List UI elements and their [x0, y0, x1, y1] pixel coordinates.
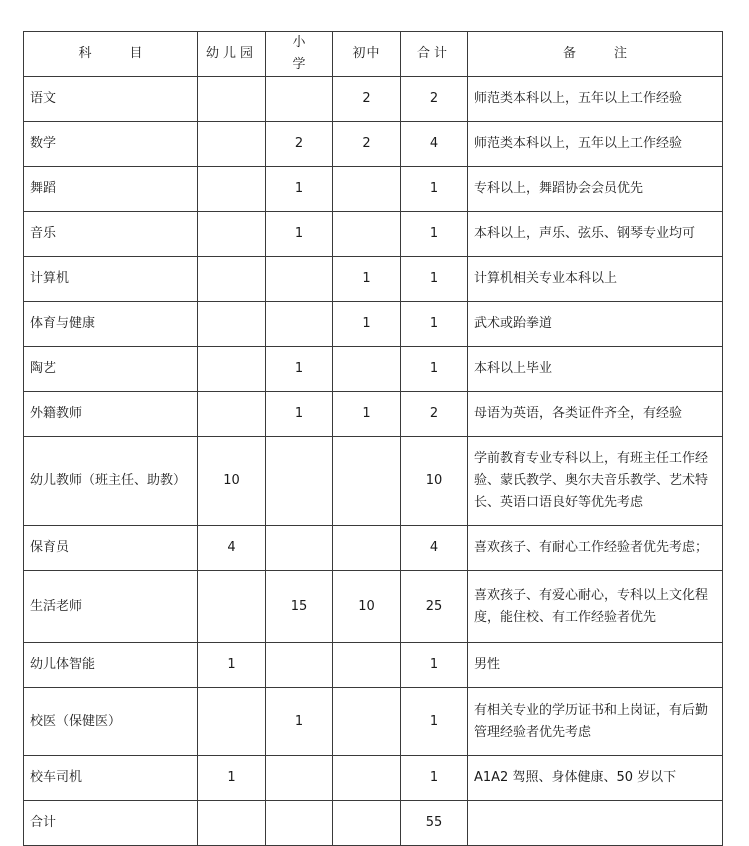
cell-subject: 幼儿体智能 [24, 643, 198, 688]
cell-primary: 1 [266, 392, 333, 437]
table-row [24, 437, 723, 526]
cell-notes: A1A2 驾照、身体健康、50 岁以下 [468, 756, 723, 801]
cell-subject: 保育员 [24, 526, 198, 571]
table-row [24, 571, 723, 643]
cell-total: 1 [401, 302, 468, 347]
cell-middle [333, 212, 401, 257]
cell-middle: 1 [333, 257, 401, 302]
cell-primary [266, 77, 333, 122]
cell-total: 1 [401, 643, 468, 688]
cell-kindergarten [198, 122, 266, 167]
cell-kindergarten: 4 [198, 526, 266, 571]
cell-kindergarten [198, 77, 266, 122]
cell-notes: 本科以上毕业 [468, 347, 723, 392]
cell-kindergarten: 1 [198, 643, 266, 688]
cell-subject: 幼儿教师（班主任、助教） [24, 437, 198, 526]
header-notes: 备注 [468, 32, 723, 77]
cell-primary: 1 [266, 688, 333, 756]
table-row [24, 302, 723, 347]
cell-primary [266, 643, 333, 688]
cell-middle [333, 167, 401, 212]
cell-subject: 数学 [24, 122, 198, 167]
cell-kindergarten [198, 212, 266, 257]
cell-primary [266, 756, 333, 801]
cell-total: 4 [401, 526, 468, 571]
header-row [24, 32, 723, 77]
cell-notes [468, 801, 723, 846]
cell-middle: 1 [333, 392, 401, 437]
cell-kindergarten: 1 [198, 756, 266, 801]
cell-middle [333, 643, 401, 688]
cell-subject: 舞蹈 [24, 167, 198, 212]
cell-kindergarten [198, 801, 266, 846]
staffing-table [23, 31, 723, 846]
cell-total: 1 [401, 347, 468, 392]
table-row [24, 77, 723, 122]
cell-notes: 师范类本科以上，五年以上工作经验 [468, 122, 723, 167]
cell-middle: 1 [333, 302, 401, 347]
cell-middle [333, 688, 401, 756]
cell-subject: 陶艺 [24, 347, 198, 392]
cell-notes: 计算机相关专业本科以上 [468, 257, 723, 302]
cell-kindergarten [198, 302, 266, 347]
cell-primary [266, 437, 333, 526]
cell-subject: 体育与健康 [24, 302, 198, 347]
cell-primary [266, 801, 333, 846]
cell-middle: 2 [333, 77, 401, 122]
cell-notes: 喜欢孩子、有爱心耐心，专科以上文化程度，能住校、有工作经验者优先 [468, 571, 723, 643]
cell-total: 1 [401, 212, 468, 257]
cell-kindergarten [198, 688, 266, 756]
header-primary: 小学 [266, 32, 333, 77]
header-middle: 初中 [333, 32, 401, 77]
table-row [24, 756, 723, 801]
table-row [24, 167, 723, 212]
cell-total: 2 [401, 77, 468, 122]
cell-middle: 2 [333, 122, 401, 167]
cell-primary [266, 257, 333, 302]
cell-notes: 男性 [468, 643, 723, 688]
cell-primary: 1 [266, 212, 333, 257]
table-row [24, 257, 723, 302]
cell-subject: 计算机 [24, 257, 198, 302]
cell-subject: 校医（保健医） [24, 688, 198, 756]
table-row [24, 212, 723, 257]
cell-kindergarten: 10 [198, 437, 266, 526]
table-row [24, 688, 723, 756]
table-row [24, 526, 723, 571]
cell-notes: 母语为英语，各类证件齐全，有经验 [468, 392, 723, 437]
cell-middle [333, 347, 401, 392]
cell-total: 55 [401, 801, 468, 846]
cell-notes: 专科以上，舞蹈协会会员优先 [468, 167, 723, 212]
header-kindergarten: 幼儿园 [198, 32, 266, 77]
cell-subject: 校车司机 [24, 756, 198, 801]
header-total: 合计 [401, 32, 468, 77]
cell-middle [333, 526, 401, 571]
cell-middle [333, 756, 401, 801]
total-row [24, 801, 723, 846]
cell-total: 1 [401, 688, 468, 756]
cell-subject: 合计 [24, 801, 198, 846]
table-row [24, 347, 723, 392]
cell-middle: 10 [333, 571, 401, 643]
header-subject: 科目 [24, 32, 198, 77]
cell-primary: 15 [266, 571, 333, 643]
cell-subject: 外籍教师 [24, 392, 198, 437]
cell-subject: 音乐 [24, 212, 198, 257]
cell-subject: 生活老师 [24, 571, 198, 643]
table-row [24, 392, 723, 437]
cell-total: 1 [401, 257, 468, 302]
cell-middle [333, 801, 401, 846]
cell-subject: 语文 [24, 77, 198, 122]
cell-primary: 1 [266, 347, 333, 392]
cell-total: 25 [401, 571, 468, 643]
cell-primary [266, 526, 333, 571]
cell-notes: 学前教育专业专科以上，有班主任工作经验、蒙氏教学、奥尔夫音乐教学、艺术特长、英语口语良好等优先考虑 [468, 437, 723, 526]
cell-notes: 本科以上，声乐、弦乐、钢琴专业均可 [468, 212, 723, 257]
cell-notes: 有相关专业的学历证书和上岗证，有后勤管理经验者优先考虑 [468, 688, 723, 756]
table-row [24, 122, 723, 167]
cell-total: 1 [401, 167, 468, 212]
cell-kindergarten [198, 347, 266, 392]
cell-total: 2 [401, 392, 468, 437]
cell-total: 1 [401, 756, 468, 801]
cell-middle [333, 437, 401, 526]
cell-kindergarten [198, 167, 266, 212]
cell-primary [266, 302, 333, 347]
cell-notes: 武术或跆拳道 [468, 302, 723, 347]
cell-total: 4 [401, 122, 468, 167]
cell-notes: 喜欢孩子、有耐心工作经验者优先考虑； [468, 526, 723, 571]
cell-kindergarten [198, 571, 266, 643]
cell-primary: 1 [266, 167, 333, 212]
cell-total: 10 [401, 437, 468, 526]
cell-kindergarten [198, 392, 266, 437]
cell-notes: 师范类本科以上，五年以上工作经验 [468, 77, 723, 122]
table-row [24, 643, 723, 688]
cell-kindergarten [198, 257, 266, 302]
cell-primary: 2 [266, 122, 333, 167]
